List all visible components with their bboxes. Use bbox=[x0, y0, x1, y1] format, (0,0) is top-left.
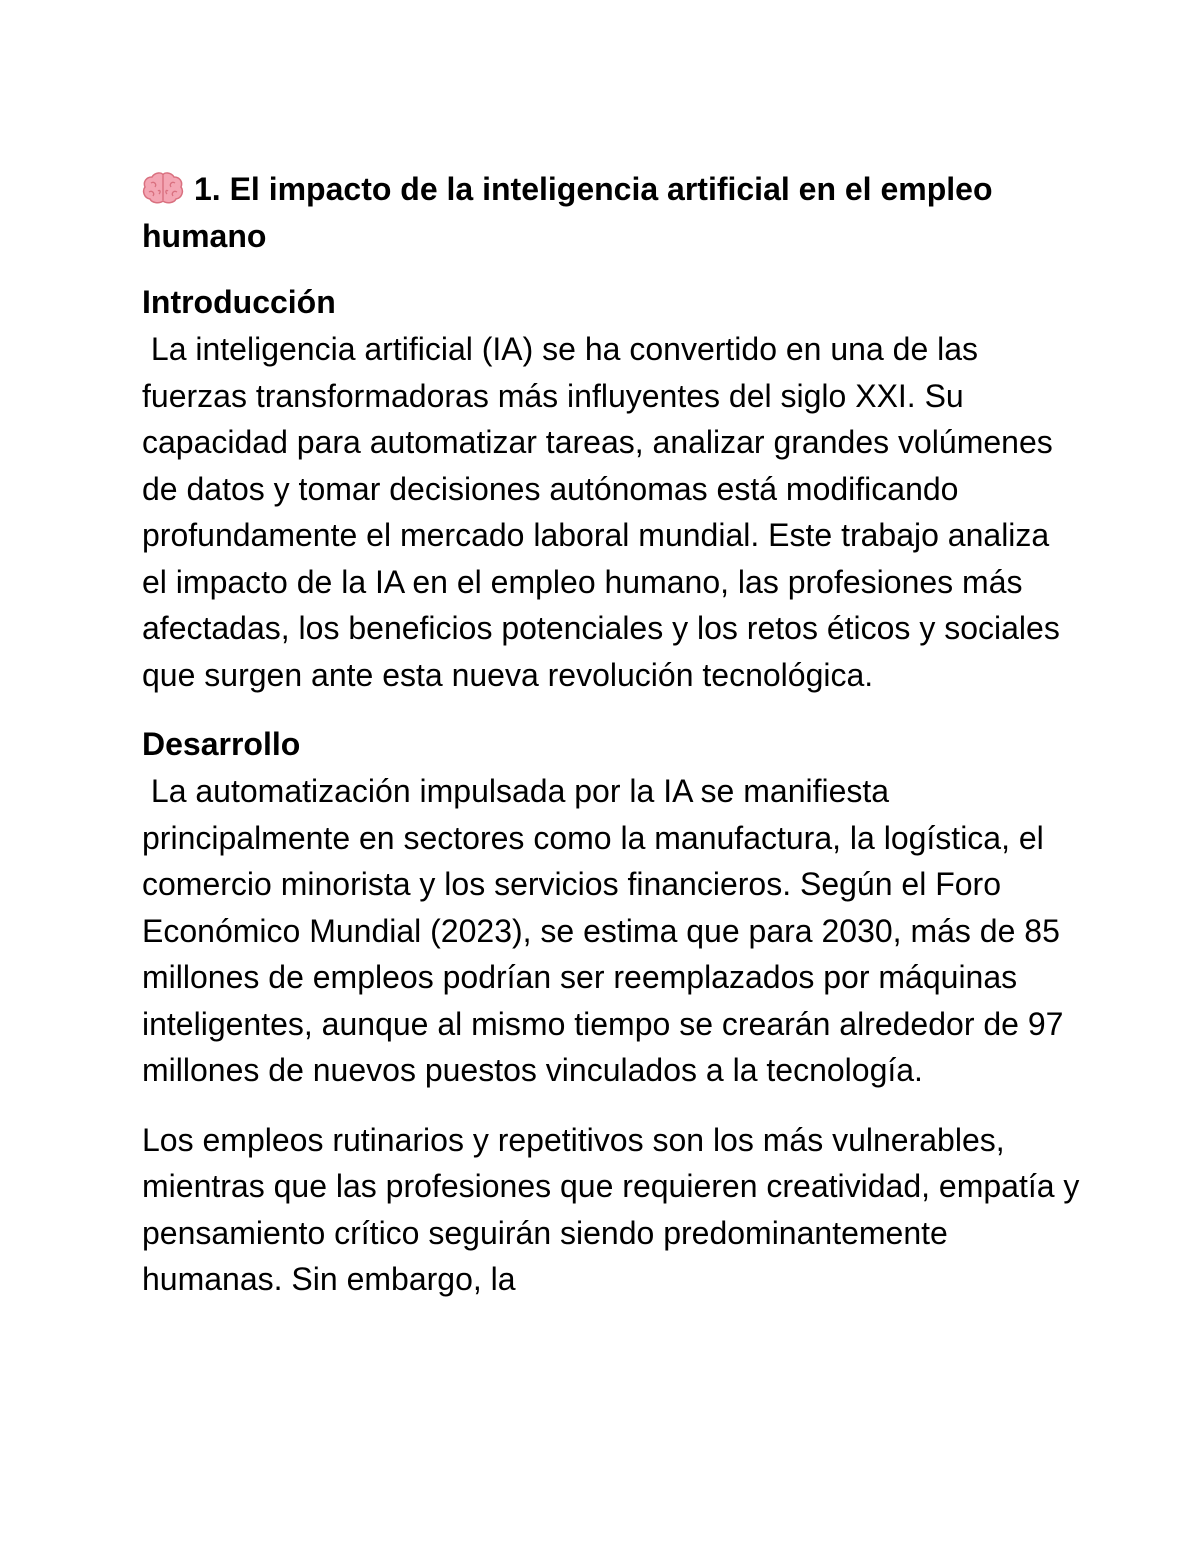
heading-introduccion: Introducción bbox=[142, 284, 336, 320]
document-title bbox=[142, 166, 1082, 260]
paragraph-introduccion: La inteligencia artificial (IA) se ha convertido en una de las fuerzas transformadoras más influyentes del siglo XXI. Su capacidad para automatizar tareas, analizar grandes volúmenes de datos y tomar decisiones autónomas está modificando profundamente el mercado laboral mundial. Este trabajo analiza el impacto de la IA en el empleo humano, las profesiones más afectadas, los beneficios potenciales y los retos éticos y sociales que surgen ante esta nueva revolución tecnológica. bbox=[142, 331, 1069, 693]
paragraph-desarrollo-1: La automatización impulsada por la IA se manifiesta principalmente en sectores como la manufactura, la logística, el comercio minorista y los servicios financieros. Según el Foro Económico Mundial (2023), se estima que para 2030, más de 85 millones de empleos podrían ser reemplazados por máquinas inteligentes, aunque al mismo tiempo se crearán alrededor de 97 millones de nuevos puestos vinculados a la tecnología. bbox=[142, 773, 1073, 1088]
brain-icon bbox=[142, 171, 184, 205]
document-page bbox=[142, 166, 1082, 1303]
document-title-text: 1. El impacto de la inteligencia artificial en el empleo humano bbox=[142, 171, 993, 254]
heading-desarrollo: Desarrollo bbox=[142, 726, 301, 762]
paragraph-desarrollo-2: Los empleos rutinarios y repetitivos son los más vulnerables, mientras que las profesiones que requieren creatividad, empatía y pensamiento crítico seguirán siendo predominantemente humanas. Sin embargo, la bbox=[142, 1121, 1080, 1297]
